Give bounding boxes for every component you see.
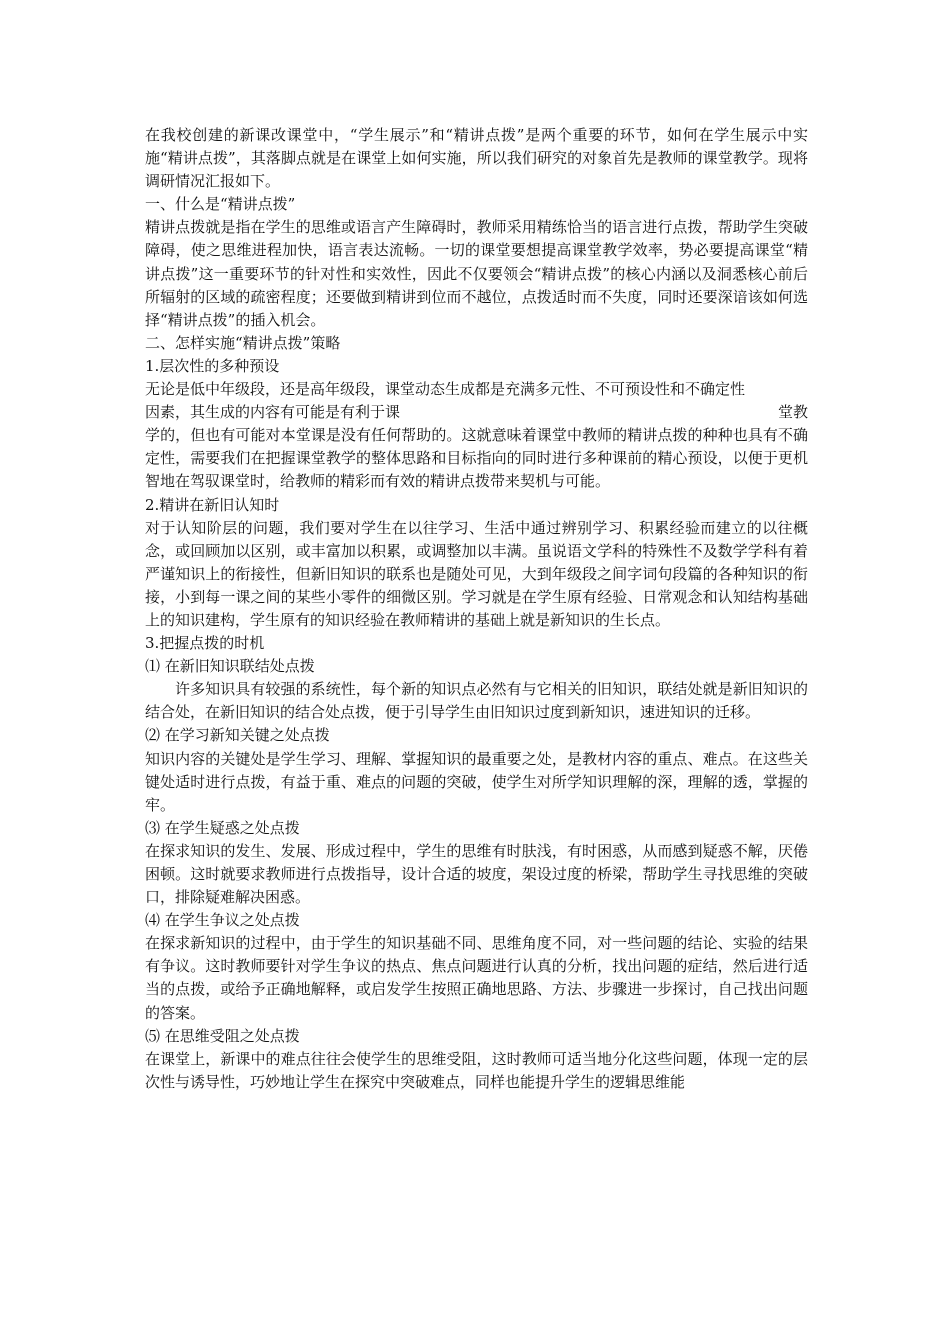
item-disputes: ⑷ 在学生争议之处点拨 [145, 911, 300, 930]
subheading-timing: 3.把握点拨的时机 [145, 634, 265, 653]
item-junction: ⑴ 在新旧知识联结处点拨 [145, 657, 315, 676]
heading-what-is: 一、什么是“精讲点拨” [145, 195, 296, 214]
paragraph-blocked: 在课堂上，新课中的难点往往会使学生的思维受阻，这时教师可适当地分化这些问题，体现一定的层次性与诱导性，巧妙地让学生在探究中突破难点，同样也能提升学生的逻辑思维能 [145, 1049, 808, 1091]
paragraph-disputes: 在探求新知识的过程中，由于学生的知识基础不同、思维角度不同，对一些问题的结论、实验的结果有争议。这时教师要针对学生争议的热点、焦点问题进行认真的分析，找出问题的症结，然后进行适当的点拨，或给予正确地解释，或启发学生按照正确地思路、方法、步骤进一步探讨，自己找出问题的答案。 [145, 934, 808, 1022]
paragraph-definition: 精讲点拨就是指在学生的思维或语言产生障碍时，教师采用精练恰当的语言进行点拨，帮助学生突破障碍，使之思维进程加快，语言表达流畅。一切的课堂要想提高课堂教学效率，势必要提高课堂“精讲点拨”这一重要环节的针对性和实效性，因此不仅要领会“精讲点拨”的核心内涵以及洞悉核心前后所辐射的区域的疏密程度；还要做到精讲到位而不越位，点拨适时而不失度，同时还要深谙该如何选择“精讲点拨”的插入机会。 [145, 218, 808, 329]
subheading-presets: 1.层次性的多种预设 [145, 356, 280, 375]
paragraph-doubts: 在探求知识的发生、发展、形成过程中，学生的思维有时肤浅，有时困惑，从而感到疑惑不解，厌倦困顿。这时就要求教师进行点拨指导，设计合适的坡度，架设过度的桥梁，帮助学生寻找思维的突破口，排除疑难解决困惑。 [145, 841, 808, 907]
item-doubts: ⑶ 在学生疑惑之处点拨 [145, 818, 300, 837]
presets-line2-right: 堂教 [777, 403, 808, 422]
heading-how-to: 二、怎样实施“精讲点拨”策略 [145, 333, 341, 352]
item-key-points: ⑵ 在学习新知关键之处点拨 [145, 726, 330, 745]
paragraph-presets-rest: 学的，但也有可能对本堂课是没有任何帮助的。这就意味着课堂中教师的精讲点拨的种种也具有不确定性，需要我们在把握课堂教学的整体思路和目标指向的同时进行多种课前的精心预设，以便于更机智地在驾驭课堂时，给教师的精彩而有效的精讲点拨带来契机与可能。 [145, 426, 808, 491]
paragraph-presets-line1: 无论是低中年级段，还是高年级段，课堂动态生成都是充满多元性、不可预设性和不确定性 [145, 380, 746, 399]
paragraph-key-points: 知识内容的关键处是学生学习、理解、掌握知识的最重要之处，是教材内容的重点、难点。在这些关键处适时进行点拨，有益于重、难点的问题的突破，使学生对所学知识理解的深，理解的透，掌握的牢。 [145, 749, 808, 814]
item-blocked: ⑸ 在思维受阻之处点拨 [145, 1026, 300, 1045]
paragraph-presets-line2 [145, 401, 808, 424]
presets-line2-left: 因素，其生成的内容有可能是有利于课 [145, 403, 401, 422]
intro-paragraph: 在我校创建的新课改课堂中，“学生展示”和“精讲点拨”是两个重要的环节，如何在学生展示中实施“精讲点拨”，其落脚点就是在课堂上如何实施，所以我们研究的对象首先是教师的课堂教学。现将调研情况汇报如下。 [145, 126, 808, 191]
subheading-new-old: 2.精讲在新旧认知时 [145, 495, 280, 514]
paragraph-new-old: 对于认知阶层的问题，我们要对学生在以往学习、生活中通过辨别学习、积累经验而建立的以往概念，或回顾加以区别，或丰富加以积累，或调整加以丰满。虽说语文学科的特殊性不及数学学科有着严谨知识上的衔接性，但新旧知识的联系也是随处可见，大到年级段之间字词句段篇的各种知识的衔接，小到每一课之间的某些小零件的细微区别。学习就是在学生原有经验、日常观念和认知结构基础上的知识建构，学生原有的知识经验在教师精讲的基础上就是新知识的生长点。 [145, 518, 808, 629]
paragraph-junction: 许多知识具有较强的系统性，每个新的知识点必然有与它相关的旧知识，联结处就是新旧知识的结合处，在新旧知识的结合处点拨，便于引导学生由旧知识过度到新知识，速进知识的迁移。 [145, 680, 808, 722]
